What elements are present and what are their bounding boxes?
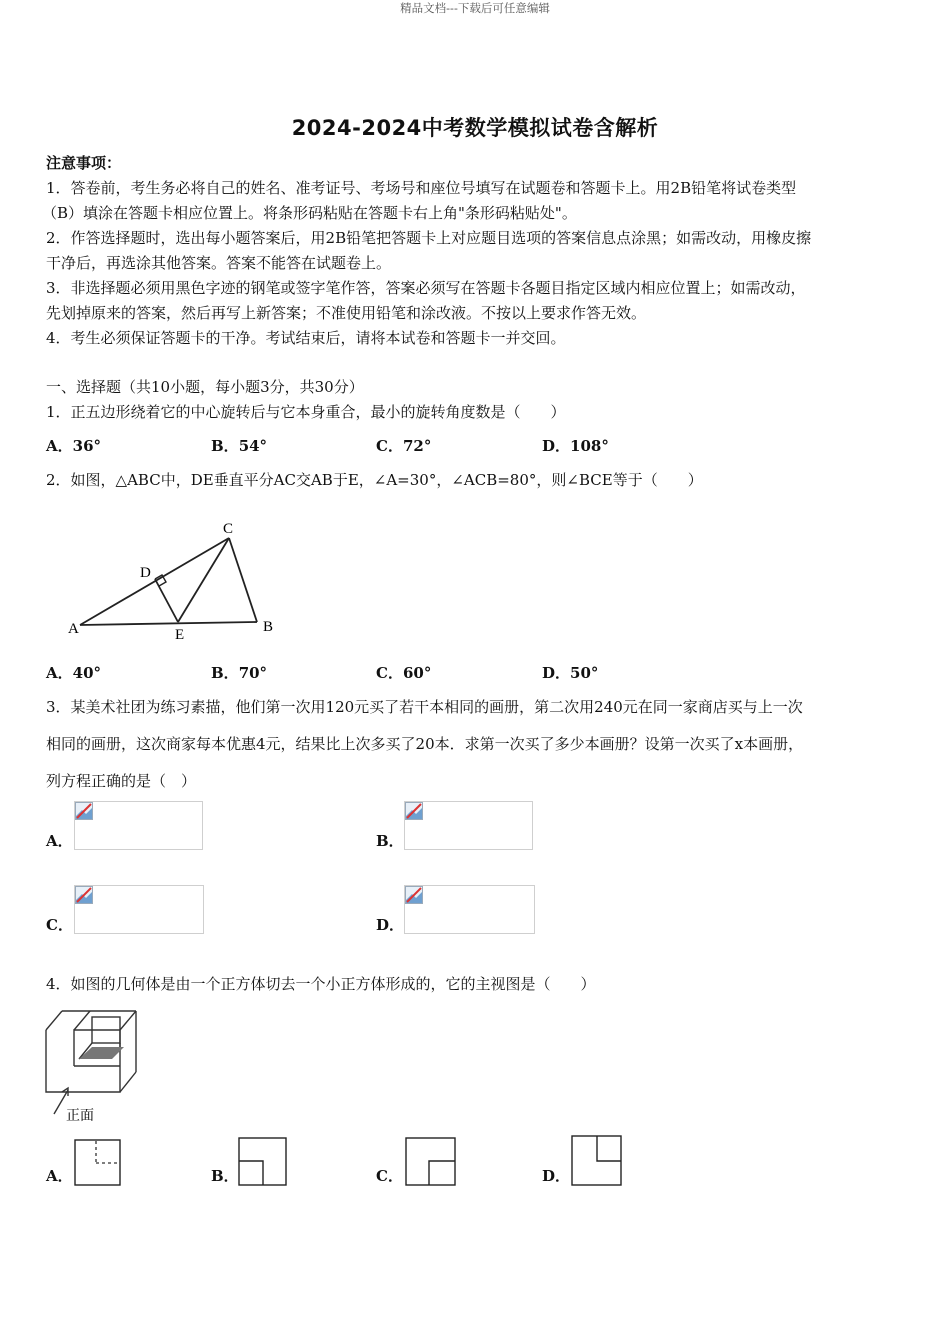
q3-option-c-label[interactable]: C． bbox=[46, 916, 73, 934]
section-heading: 一、选择题（共10小题，每小题3分，共30分） bbox=[46, 378, 364, 396]
q2-option-b[interactable]: B．70° bbox=[211, 664, 268, 682]
triangle-figure bbox=[60, 515, 290, 645]
q3-option-b-image bbox=[404, 801, 533, 850]
question-2-text: 2．如图，△ABC中，DE垂直平分AC交AB于E，∠A=30°，∠ACB=80°，则∠BCE等于（ ） bbox=[46, 471, 703, 489]
q3-option-a-image bbox=[74, 801, 203, 850]
q1-option-b[interactable]: B．54° bbox=[211, 437, 268, 455]
label-c: C bbox=[223, 521, 234, 537]
q3-option-d-label[interactable]: D． bbox=[376, 916, 405, 934]
question-3-line: 相同的画册，这次商家每本优惠4元，结果比上次多买了20本．求第一次买了多少本画册？设第一次买了x本画册， bbox=[46, 735, 804, 753]
notice-line: 先划掉原来的答案，然后再写上新答案；不准使用铅笔和涂改液。不按以上要求作答无效。 bbox=[46, 304, 647, 322]
notice-line: 2．作答选择题时，选出每小题答案后，用2B铅笔把答题卡上对应题目选项的答案信息点涂黑；如需改动，用橡皮擦 bbox=[46, 229, 812, 247]
q4-option-d-label[interactable]: D． bbox=[542, 1167, 571, 1185]
q2-option-c[interactable]: C．60° bbox=[376, 664, 432, 682]
q1-option-a[interactable]: A．36° bbox=[46, 437, 102, 455]
broken-image-icon bbox=[75, 886, 93, 904]
notice-line: 干净后，再选涂其他答案。答案不能答在试题卷上。 bbox=[46, 254, 392, 272]
q4-option-b-label[interactable]: B． bbox=[211, 1167, 239, 1185]
q4-option-d-image bbox=[571, 1135, 623, 1187]
notice-line: （B）填涂在答题卡相应位置上。将条形码粘贴在答题卡右上角"条形码粘贴处"。 bbox=[42, 204, 577, 222]
q3-option-a-label[interactable]: A． bbox=[46, 832, 73, 850]
question-4-text: 4．如图的几何体是由一个正方体切去一个小正方体形成的，它的主视图是（ ） bbox=[46, 975, 596, 993]
broken-image-icon bbox=[405, 802, 423, 820]
question-1-text: 1．正五边形绕着它的中心旋转后与它本身重合，最小的旋转角度数是（ ） bbox=[46, 403, 566, 421]
q1-option-c[interactable]: C．72° bbox=[376, 437, 432, 455]
q4-option-c-label[interactable]: C． bbox=[376, 1167, 403, 1185]
question-3-line: 列方程正确的是（ ） bbox=[46, 772, 197, 790]
notice-line: 1．答卷前，考生务必将自己的姓名、准考证号、考场号和座位号填写在试题卷和答题卡上。用2B铅笔将试卷类型 bbox=[46, 179, 797, 197]
question-3-line: 3．某美术社团为练习素描，他们第一次用120元买了若干本相同的画册，第二次用240元在同一家商店买与上一次 bbox=[46, 698, 803, 716]
q3-option-b-label[interactable]: B． bbox=[376, 832, 404, 850]
q4-option-a-label[interactable]: A． bbox=[46, 1167, 73, 1185]
page-title: 2024-2024中考数学模拟试卷含解析 bbox=[291, 116, 659, 140]
broken-image-icon bbox=[405, 886, 423, 904]
q3-option-d-image bbox=[404, 885, 535, 934]
label-b: B bbox=[263, 619, 274, 635]
q4-option-c-image bbox=[405, 1137, 457, 1187]
q3-option-c-image bbox=[74, 885, 204, 934]
figure-caption: 正面 bbox=[66, 1109, 94, 1124]
label-a: A bbox=[68, 621, 79, 637]
q2-option-a[interactable]: A．40° bbox=[46, 664, 102, 682]
label-d: D bbox=[140, 565, 151, 581]
notice-line: 4．考生必须保证答题卡的干净。考试结束后，请将本试卷和答题卡一并交回。 bbox=[46, 329, 566, 347]
solid-figure bbox=[44, 1006, 140, 1124]
q1-option-d[interactable]: D．108° bbox=[542, 437, 609, 455]
q4-option-b-image bbox=[238, 1137, 288, 1187]
q4-option-a-image bbox=[74, 1139, 122, 1187]
label-e: E bbox=[175, 627, 185, 643]
notice-line: 3．非选择题必须用黑色字迹的钢笔或签字笔作答，答案必须写在答题卡各题目指定区域内相应位置上；如需改动， bbox=[46, 279, 806, 297]
notice-heading: 注意事项： bbox=[46, 154, 122, 172]
q2-option-d[interactable]: D．50° bbox=[542, 664, 599, 682]
broken-image-icon bbox=[75, 802, 93, 820]
header-note: 精品文档---下载后可任意编辑 bbox=[400, 1, 550, 15]
